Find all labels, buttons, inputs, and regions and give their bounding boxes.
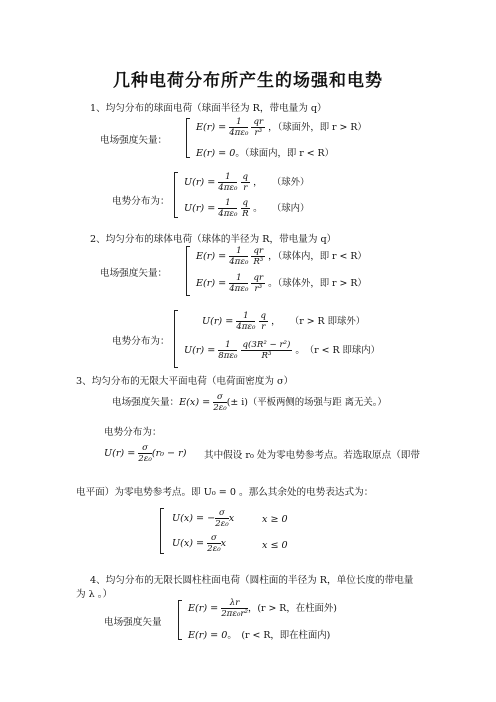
section-4-heading-1: 4、均匀分布的无限长圆柱柱面电荷（圆柱面的半径为 R，单位长度的带电量 xyxy=(90,575,414,586)
s1-pot-brace xyxy=(174,172,179,218)
section-4-heading-2: 为 λ 。） xyxy=(76,589,113,600)
s3-u: U(r) = $\frac{\sigma}{\text{2ε₀}}$ (r₀ − r) xyxy=(104,443,187,464)
s3-para-2: 电平面）为零电势参考点。即 U₀ = 0 。那么其余处的电势表达式为： xyxy=(76,487,374,498)
s3-u-pos: U(x) = − $\frac{\sigma}{\text{2ε₀}}$ x xyxy=(172,508,235,529)
s2-u-in: U(r) = $\frac{1}{\text{8πε₀}}$ $\frac{\text{q(3R² − r²)}}{\text{R³}}$ 。 （r < R 即球内） xyxy=(184,340,380,361)
s1-field-brace xyxy=(186,118,191,158)
s1-u-out: U(r) = $\frac{1}{\text{4πε₀}}$ $\frac{q}{r}$ ， （球外） xyxy=(184,172,310,193)
s3-u-pos-cond: x ≥ 0 xyxy=(262,514,288,525)
s3-u-neg: U(x) = $\frac{\sigma}{\text{2ε₀}}$ x xyxy=(172,533,227,554)
s2-pot-brace xyxy=(174,310,179,368)
s2-u-out: U(r) = $\frac{1}{\text{4πε₀}}$ $\frac{q}{r}$ ， （r > R 即球外） xyxy=(202,311,366,332)
page-title: 几种电荷分布所产生的场强和电势 xyxy=(113,71,383,91)
s1-u-in: U(r) = $\frac{1}{\text{4πε₀}}$ $\frac{q}{R}$ 。 （球内） xyxy=(184,198,310,219)
s3-u-neg-cond: x ≤ 0 xyxy=(262,540,288,551)
section-2-heading: 2、均匀分布的球体电荷（球体的半径为 R，带电量为 q） xyxy=(90,234,337,245)
s4-e-out: E(r) = $\frac{\lambda r}{\text{2πε₀r²}}$ ，(r > R，在柱面外) xyxy=(188,598,337,619)
s4-field-label: 电场强度矢量 xyxy=(104,617,162,628)
s2-e-out: E(r) = $\frac{1}{\text{4πε₀}}$ $\frac{qr}{\text{r³}}$ 。（球体外，即 r > R） xyxy=(196,273,367,294)
s4-field-brace xyxy=(178,600,183,640)
s1-e-out: E(r) = $\frac{1}{\text{4πε₀}}$ $\frac{qr}{\text{r³}}$ ，（球面外，即 r > R） xyxy=(196,117,367,138)
s3-cases-brace xyxy=(160,508,165,554)
s2-pot-label: 电势分布为： xyxy=(112,336,170,347)
s3-para-1: 其中假设 r₀ 处为零电势参考点。若选取原点（即带 xyxy=(204,450,420,461)
s1-e-in: E(r) = 0。（球面内，即 r < R） xyxy=(196,148,334,159)
s2-e-in: E(r) = $\frac{1}{\text{4πε₀}}$ $\frac{qr}{\text{R³}}$ ，（球体内，即 r < R） xyxy=(196,246,367,267)
s2-field-brace xyxy=(186,246,191,296)
s3-pot-label: 电势分布为： xyxy=(104,427,162,438)
s1-field-label: 电场强度矢量： xyxy=(100,135,168,146)
s2-field-label: 电场强度矢量： xyxy=(100,268,168,279)
s3-e: 电场强度矢量：E(x) = $\frac{\sigma}{\text{2ε₀}}$ (± i)（平板两侧的场强与距 离无关。） xyxy=(112,392,387,413)
s1-pot-label: 电势分布为： xyxy=(112,196,170,207)
s4-e-in: E(r) = 0。 (r < R，即在柱面内) xyxy=(188,630,331,641)
section-1-heading: 1、均匀分布的球面电荷（球面半径为 R，带电量为 q） xyxy=(90,103,327,114)
section-3-heading: 3、均匀分布的无限大平面电荷（电荷面密度为 σ） xyxy=(76,376,294,387)
